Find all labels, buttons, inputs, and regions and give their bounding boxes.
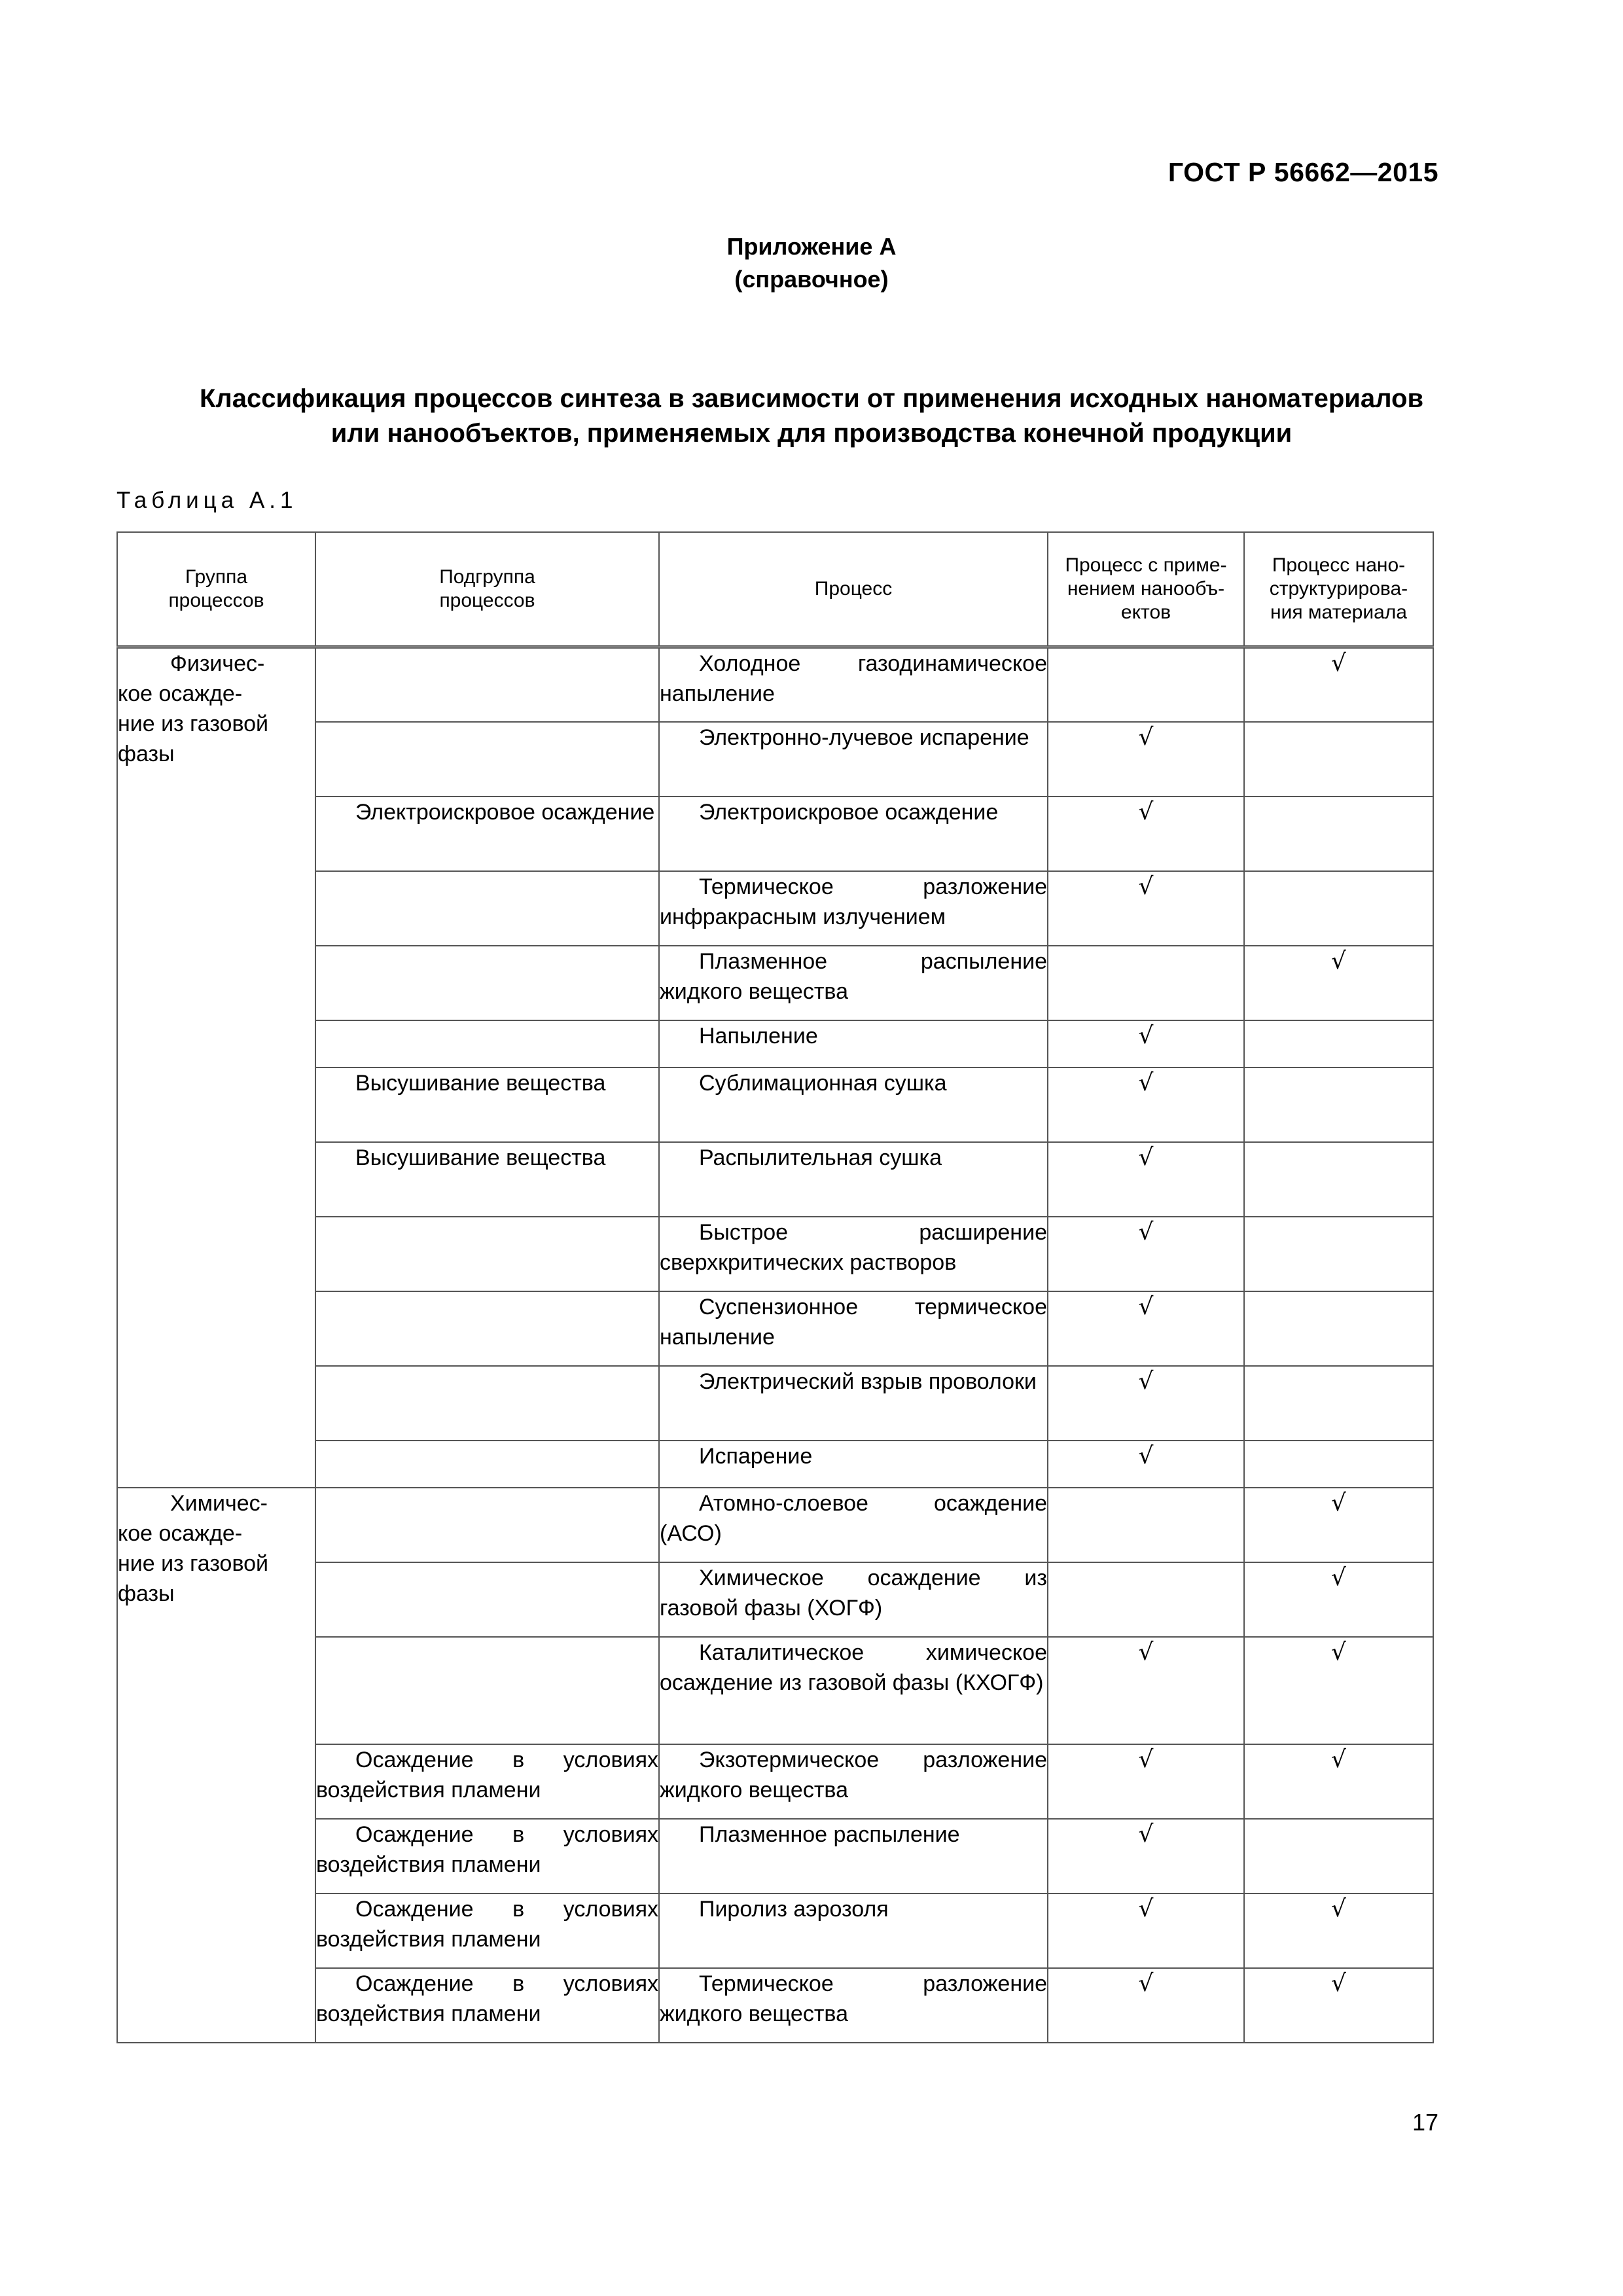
subgroup-cell: Осаждение в условиях воздействия пламени (315, 1744, 659, 1819)
nano-structuring-check (1244, 1217, 1433, 1291)
nano-objects-check: √ (1048, 1968, 1244, 2043)
group-name-line: фазы (118, 742, 175, 766)
nano-structuring-check: √ (1244, 1744, 1433, 1819)
subgroup-cell (315, 1217, 659, 1291)
classification-table (116, 531, 1434, 2043)
process-cell: Быстрое расширение сверхкритических растворов (659, 1217, 1048, 1291)
nano-objects-check: √ (1048, 1366, 1244, 1441)
nano-structuring-check: √ (1244, 946, 1433, 1020)
nano-objects-check (1048, 946, 1244, 1020)
nano-objects-check: √ (1048, 1893, 1244, 1968)
subgroup-cell: Высушивание вещества (315, 1142, 659, 1217)
annex-title: Приложение А (726, 233, 897, 260)
nano-structuring-check: √ (1244, 1488, 1433, 1562)
group-name-line: Физичес- (170, 651, 265, 676)
group-cell (117, 1488, 315, 2043)
process-cell: Суспензионное термическое напыление (659, 1291, 1048, 1366)
column-header-line: Процесс с приме- (1065, 554, 1227, 576)
nano-objects-check (1048, 1562, 1244, 1637)
process-cell: Термическое разложение жидкого вещества (659, 1968, 1048, 2043)
column-header-line: Подгруппа (439, 566, 535, 588)
nano-structuring-check: √ (1244, 1893, 1433, 1968)
process-cell: Испарение (659, 1441, 1048, 1488)
nano-objects-check: √ (1048, 1819, 1244, 1893)
nano-objects-check (1048, 647, 1244, 722)
page-number: 17 (1412, 2109, 1438, 2136)
subgroup-cell: Электроискровое осаждение (315, 797, 659, 871)
process-cell: Химическое осаждение из газовой фазы (ХОГФ) (659, 1562, 1048, 1637)
process-cell: Пиролиз аэрозоля (659, 1893, 1048, 1968)
subgroup-cell (315, 1488, 659, 1562)
standard-code: ГОСТ Р 56662—2015 (1168, 157, 1438, 187)
column-header-nano-structuring (1244, 532, 1433, 647)
nano-structuring-check (1244, 1142, 1433, 1217)
process-cell: Электронно-лучевое испарение (659, 722, 1048, 797)
process-cell: Плазменное распыление жидкого вещества (659, 946, 1048, 1020)
nano-structuring-check: √ (1244, 1637, 1433, 1744)
nano-objects-check: √ (1048, 1020, 1244, 1067)
group-name-line: Химичес- (170, 1490, 268, 1516)
column-header-group (117, 532, 315, 647)
process-cell: Электроискровое осаждение (659, 797, 1048, 871)
process-cell: Электрический взрыв проволоки (659, 1366, 1048, 1441)
nano-objects-check: √ (1048, 1067, 1244, 1142)
nano-structuring-check (1244, 1441, 1433, 1488)
subgroup-cell: Осаждение в условиях воздействия пламени (315, 1968, 659, 2043)
nano-structuring-check (1244, 1366, 1433, 1441)
process-cell: Атомно-слоевое осаждение (АСО) (659, 1488, 1048, 1562)
column-header-line: Группа (185, 566, 248, 588)
group-name-line: ние из газовой (118, 1551, 269, 1576)
process-cell: Распылительная сушка (659, 1142, 1048, 1217)
subgroup-cell (315, 1441, 659, 1488)
nano-objects-check (1048, 1488, 1244, 1562)
nano-objects-check: √ (1048, 1441, 1244, 1488)
subgroup-cell (315, 647, 659, 722)
annex-type: (справочное) (734, 266, 889, 293)
nano-structuring-check (1244, 1819, 1433, 1893)
process-cell: Каталитическое химическое осаждение из газовой фазы (КХОГФ) (659, 1637, 1048, 1744)
nano-objects-check: √ (1048, 1142, 1244, 1217)
group-name-line: фазы (118, 1581, 175, 1606)
subgroup-cell (315, 871, 659, 946)
table-header-row (117, 532, 1433, 647)
column-header-line: ния материала (1270, 601, 1407, 623)
table-label: Таблица А.1 (116, 488, 298, 513)
nano-structuring-check (1244, 871, 1433, 946)
subgroup-cell: Осаждение в условиях воздействия пламени (315, 1819, 659, 1893)
table-row (117, 647, 1433, 722)
nano-objects-check: √ (1048, 1217, 1244, 1291)
nano-structuring-check (1244, 1067, 1433, 1142)
group-name-line: кое осажде- (118, 681, 243, 706)
document-title-line-2: или нанообъектов, применяемых для производства конечной продукции (330, 419, 1293, 448)
nano-structuring-check (1244, 1291, 1433, 1366)
subgroup-cell (315, 1366, 659, 1441)
column-header-line: процессов (168, 590, 264, 611)
column-header-process (659, 532, 1048, 647)
nano-structuring-check (1244, 797, 1433, 871)
nano-objects-check: √ (1048, 871, 1244, 946)
nano-objects-check: √ (1048, 1744, 1244, 1819)
column-header-subgroup (315, 532, 659, 647)
column-header-nano-objects (1048, 532, 1244, 647)
column-header-line: ектов (1120, 601, 1171, 623)
nano-objects-check: √ (1048, 797, 1244, 871)
nano-structuring-check (1244, 1020, 1433, 1067)
process-cell: Термическое разложение инфракрасным излучением (659, 871, 1048, 946)
group-name-line: кое осажде- (118, 1520, 243, 1546)
process-cell: Напыление (659, 1020, 1048, 1067)
subgroup-cell (315, 1562, 659, 1637)
column-header-line: Процесс нано- (1272, 554, 1406, 576)
subgroup-cell (315, 1637, 659, 1744)
process-cell: Холодное газодинамическое напыление (659, 647, 1048, 722)
annex-heading (0, 230, 1623, 296)
subgroup-cell (315, 1020, 659, 1067)
process-cell: Сублимационная сушка (659, 1067, 1048, 1142)
column-header-line: Процесс (814, 578, 893, 600)
nano-structuring-check (1244, 722, 1433, 797)
nano-objects-check: √ (1048, 1637, 1244, 1744)
nano-structuring-check: √ (1244, 1968, 1433, 2043)
subgroup-cell (315, 722, 659, 797)
column-header-line: структурирова- (1269, 578, 1408, 600)
nano-objects-check: √ (1048, 722, 1244, 797)
table-row (117, 1488, 1433, 1562)
nano-objects-check: √ (1048, 1291, 1244, 1366)
group-cell (117, 647, 315, 1488)
process-cell: Экзотермическое разложение жидкого вещества (659, 1744, 1048, 1819)
nano-structuring-check: √ (1244, 647, 1433, 722)
document-title-line-1: Классификация процессов синтеза в зависимости от применения исходных наноматериалов (199, 384, 1424, 413)
column-header-line: нением нанообъ- (1067, 578, 1225, 600)
process-cell: Плазменное распыление (659, 1819, 1048, 1893)
column-header-line: процессов (439, 590, 535, 611)
subgroup-cell: Осаждение в условиях воздействия пламени (315, 1893, 659, 1968)
document-title (0, 382, 1623, 451)
subgroup-cell (315, 1291, 659, 1366)
subgroup-cell: Высушивание вещества (315, 1067, 659, 1142)
subgroup-cell (315, 946, 659, 1020)
nano-structuring-check: √ (1244, 1562, 1433, 1637)
group-name-line: ние из газовой (118, 711, 269, 736)
